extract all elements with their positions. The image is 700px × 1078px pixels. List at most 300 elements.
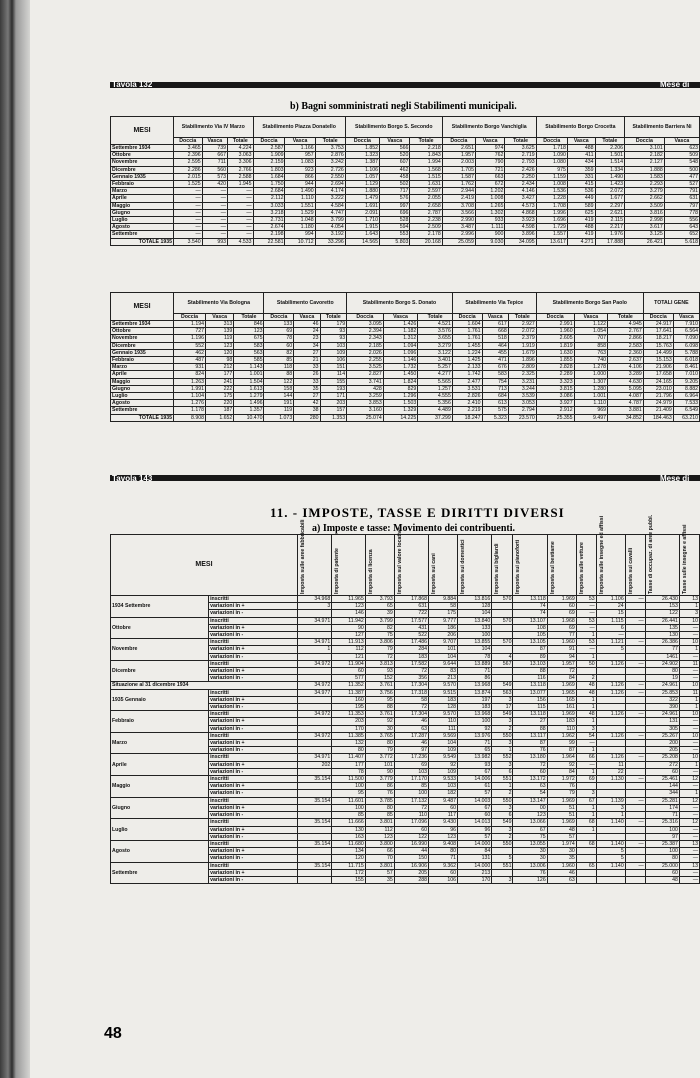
row-type: variazioni in +: [209, 646, 298, 653]
table-cell: 1.455: [452, 342, 482, 349]
table-cell: 63: [547, 876, 576, 883]
table-row: [111, 819, 700, 826]
table-cell: 50: [576, 660, 596, 667]
table-cell: 9.515: [429, 689, 458, 696]
table-cell: [576, 869, 596, 876]
table-cell: 13.105: [513, 639, 547, 646]
table-cell: 1.960: [547, 862, 576, 869]
table-cell: 1.302: [475, 209, 504, 216]
total-cell: 17.888: [595, 238, 624, 245]
table-cell: 117: [429, 812, 458, 819]
table-cell: 63: [394, 725, 428, 732]
total-cell: 33.296: [315, 238, 345, 245]
table-cell: 66: [365, 848, 394, 855]
sub-col-header: Totale: [234, 314, 264, 321]
row-month: Novembre: [111, 159, 174, 166]
table-cell: 1.945: [227, 181, 253, 188]
row-month: Marzo: [111, 364, 174, 371]
table-cell: 2.605: [536, 335, 574, 342]
table-cell: [596, 668, 625, 675]
table-cell: 131: [645, 718, 679, 725]
table-cell: 1.329: [383, 407, 418, 414]
table-cell: 2.990: [442, 217, 475, 224]
table-cell: 84: [547, 768, 576, 775]
table-cell: 109: [429, 768, 458, 775]
table-cell: 17.287: [394, 732, 428, 739]
table-cell: 112: [365, 826, 394, 833]
total-cell: 1.073: [264, 414, 294, 421]
table-cell: 152: [365, 675, 394, 682]
table-cell: 80: [429, 848, 458, 855]
table-cell: [625, 761, 645, 768]
table-cell: 13.874: [458, 689, 492, 696]
table-cell: 80: [365, 804, 394, 811]
table-cell: 1.426: [383, 321, 418, 328]
table-cell: [297, 869, 331, 876]
table-cell: 1.307: [574, 378, 607, 385]
table-cell: —: [227, 224, 253, 231]
table-cell: 1.180: [285, 224, 315, 231]
table-cell: 2.206: [595, 145, 624, 152]
table-cell: —: [227, 217, 253, 224]
table-cell: 97: [394, 747, 428, 754]
table-cell: 60: [332, 668, 366, 675]
table-cell: 11.942: [332, 617, 366, 624]
sub-col-header: Doccia: [174, 314, 206, 321]
table-cell: 170: [458, 876, 492, 883]
table-cell: 21.796: [643, 393, 673, 400]
table-cell: 3.566: [442, 209, 475, 216]
table-cell: 4.174: [315, 188, 345, 195]
table-cell: 2.185: [347, 342, 384, 349]
table-cell: [596, 675, 625, 682]
table-cell: 585: [234, 357, 264, 364]
table-cell: 69: [576, 776, 596, 783]
table-cell: 170: [332, 725, 366, 732]
table-cell: 104: [458, 610, 492, 617]
total-row: [111, 414, 700, 421]
row-month: Agosto: [111, 400, 174, 407]
table-cell: 2.360: [608, 349, 644, 356]
table-cell: 16.906: [394, 862, 428, 869]
table-cell: 623: [664, 145, 699, 152]
table-cell: 34.968: [297, 596, 331, 603]
table-cell: 1.196: [174, 335, 206, 342]
table-cell: 2.133: [452, 364, 482, 371]
total-cell: 184.463: [643, 414, 673, 421]
table-cell: 1.130: [596, 776, 625, 783]
table-cell: 65: [576, 862, 596, 869]
table-cell: 305: [645, 725, 679, 732]
table-cell: 80: [332, 747, 366, 754]
sub-col-header: Vasca: [202, 138, 227, 145]
table-cell: 471: [482, 357, 508, 364]
table-cell: 2.178: [410, 231, 442, 238]
table-cell: 72: [394, 804, 428, 811]
table-row: [111, 797, 700, 804]
table-cell: 89: [513, 653, 547, 660]
table-cell: 25.461: [645, 776, 679, 783]
table-cell: 13: [679, 862, 699, 869]
table-cell: 1.976: [595, 231, 624, 238]
table-row: [111, 371, 700, 378]
table-cell: 1.083: [285, 159, 315, 166]
table-cell: 30: [365, 725, 394, 732]
table-cell: [492, 869, 513, 876]
sub-col-header: Vasca: [380, 138, 410, 145]
table-cell: 13.180: [513, 754, 547, 761]
table-cell: 3: [596, 804, 625, 811]
table-cell: 5.095: [608, 385, 644, 392]
table-cell: 434: [567, 159, 595, 166]
table-cell: 24.961: [645, 682, 679, 689]
table-cell: 24.979: [643, 400, 673, 407]
table-cell: —: [625, 617, 645, 624]
sub-col-header: Vasca: [664, 138, 699, 145]
table-cell: 1.968: [547, 617, 576, 624]
table-cell: 331: [567, 173, 595, 180]
table-cell: 3.259: [347, 393, 384, 400]
row-type: inscritti: [209, 711, 298, 718]
table-cell: 2.379: [508, 335, 536, 342]
section-11-subtitle: a) Imposte e tasse: Movimento dei contribuenti.: [312, 523, 516, 534]
table-cell: 11.352: [332, 682, 366, 689]
table-cell: 6: [492, 812, 513, 819]
row-type: variazioni in -: [209, 747, 298, 754]
col-header: [576, 535, 596, 596]
table-cell: 570: [492, 617, 513, 624]
table-cell: 85: [332, 812, 366, 819]
table-cell: 17.641: [643, 328, 673, 335]
table-cell: 6.964: [673, 393, 699, 400]
table-cell: 119: [264, 407, 294, 414]
table-cell: 12: [679, 776, 699, 783]
table-cell: 488: [567, 145, 595, 152]
table-cell: 24.961: [645, 711, 679, 718]
table-cell: 60: [645, 768, 679, 775]
sub-col-header: Totale: [227, 138, 253, 145]
table-cell: 518: [482, 335, 508, 342]
table-cell: 717: [380, 188, 410, 195]
total-cell: 25.074: [347, 414, 384, 421]
table-cell: 60: [547, 603, 576, 610]
table-cell: 17.582: [394, 660, 428, 667]
table-cell: 866: [285, 173, 315, 180]
table-cell: 3.427: [505, 195, 536, 202]
table-cell: 2.115: [595, 217, 624, 224]
table-cell: 83: [429, 668, 458, 675]
table-cell: 2.912: [536, 407, 574, 414]
table-cell: [625, 833, 645, 840]
total-cell: 26.421: [625, 238, 665, 245]
table-cell: 4.087: [608, 393, 644, 400]
table-cell: 34.972: [297, 660, 331, 667]
table-cell: 449: [567, 195, 595, 202]
table-cell: 1: [576, 704, 596, 711]
table-cell: 13.006: [513, 862, 547, 869]
col-header: [429, 535, 458, 596]
table-cell: 10: [679, 711, 699, 718]
table-cell: 3.708: [442, 202, 475, 209]
table-cell: [297, 826, 331, 833]
row-period: Aprile: [111, 754, 209, 776]
table-cell: 93: [320, 335, 347, 342]
table-cell: 11.965: [332, 596, 366, 603]
table-cell: 1: [679, 696, 699, 703]
table-cell: [492, 632, 513, 639]
col-header-text: Imposta sui pianoforti: [515, 539, 522, 594]
table-cell: 3: [492, 804, 513, 811]
table-cell: 172: [332, 869, 366, 876]
middle-rule: [110, 475, 700, 481]
table-cell: 1.762: [442, 181, 475, 188]
table-cell: 12: [679, 797, 699, 804]
total-cell: 5.618: [664, 238, 699, 245]
table-cell: 30: [513, 848, 547, 855]
table-cell: 110: [429, 718, 458, 725]
table-cell: 3.033: [253, 202, 285, 209]
table-cell: 536: [567, 188, 595, 195]
col-group-header: Stabilimento Barriera Ni: [625, 117, 700, 138]
table-cell: 1.182: [383, 328, 418, 335]
col-header: [596, 515, 625, 596]
table-cell: —: [174, 188, 203, 195]
table-cell: [297, 718, 331, 725]
table-cell: 1.279: [234, 393, 264, 400]
table-cell: 1.090: [536, 152, 567, 159]
table-cell: 431: [394, 624, 428, 631]
table-cell: 99: [547, 740, 576, 747]
table-cell: 13.107: [513, 617, 547, 624]
table-cell: 549: [492, 819, 513, 826]
table-cell: [596, 718, 625, 725]
table-row: [111, 754, 700, 761]
table-cell: 7.090: [673, 335, 699, 342]
table-cell: 77: [547, 632, 576, 639]
total-cell: 14.225: [383, 414, 418, 421]
table-cell: 778: [664, 209, 699, 216]
table-cell: 183: [547, 718, 576, 725]
table-cell: 17.304: [394, 682, 428, 689]
table-cell: 1.202: [475, 188, 504, 195]
table-cell: 2.944: [442, 188, 475, 195]
row-type: variazioni in +: [209, 804, 298, 811]
sub-col-header: Doccia: [264, 314, 294, 321]
row-type: inscritti: [209, 776, 298, 783]
table-cell: 1.587: [442, 173, 475, 180]
table-cell: 1: [679, 704, 699, 711]
table-cell: 3.465: [174, 145, 203, 152]
table-cell: 2.219: [452, 407, 482, 414]
table-cell: 13: [679, 840, 699, 847]
table-cell: 77: [645, 646, 679, 653]
table-cell: 11.500: [332, 776, 366, 783]
table-cell: 3.655: [418, 335, 453, 342]
table-cell: 104: [458, 646, 492, 653]
table-cell: 71: [458, 668, 492, 675]
sub-col-header: Vasca: [205, 314, 233, 321]
table-cell: 1: [576, 812, 596, 819]
table-cell: 625: [567, 209, 595, 216]
col-header-mesi: MESI: [111, 293, 174, 321]
table-cell: 98: [205, 357, 233, 364]
table-cell: 96: [429, 826, 458, 833]
table-cell: —: [576, 610, 596, 617]
table-cell: 15.763: [643, 342, 673, 349]
table-cell: 1.824: [383, 378, 418, 385]
table-cell: 9.408: [429, 840, 458, 847]
table-cell: 3.306: [227, 159, 253, 166]
table-cell: 3: [492, 718, 513, 725]
table-cell: 174: [645, 804, 679, 811]
row-month: Gennaio 1935: [111, 349, 174, 356]
table-cell: [625, 704, 645, 711]
table-cell: 155: [332, 876, 366, 883]
table-cell: [625, 790, 645, 797]
table-cell: 25.281: [645, 797, 679, 804]
table-cell: —: [679, 768, 699, 775]
table-cell: 60: [645, 869, 679, 876]
page-number: 48: [104, 1025, 122, 1042]
table-cell: —: [679, 624, 699, 631]
table-cell: 17.096: [394, 819, 428, 826]
table-cell: 60: [264, 342, 294, 349]
table-cell: 797: [664, 202, 699, 209]
baths-table-1: [110, 116, 700, 246]
table-cell: 2.927: [508, 321, 536, 328]
table-row: [111, 732, 700, 739]
table-row: [111, 159, 700, 166]
table-cell: 14.000: [458, 840, 492, 847]
table-cell: 133: [458, 624, 492, 631]
table-cell: [596, 653, 625, 660]
table-cell: 1.140: [596, 819, 625, 826]
table-cell: 1.178: [174, 407, 206, 414]
table-cell: 1.969: [547, 682, 576, 689]
table-cell: 575: [482, 407, 508, 414]
table-cell: 3.927: [536, 400, 574, 407]
table-row: [111, 378, 700, 385]
table-cell: 88: [365, 704, 394, 711]
table-cell: 7.533: [673, 400, 699, 407]
table-cell: 1.965: [547, 689, 576, 696]
table-cell: 1.969: [547, 797, 576, 804]
table-cell: 17.236: [394, 754, 428, 761]
table-row: [111, 385, 700, 392]
table-cell: 26: [294, 371, 320, 378]
table-row: [111, 711, 700, 718]
table-cell: 3.509: [625, 202, 665, 209]
table-row: [111, 689, 700, 696]
table-cell: 2.595: [174, 159, 203, 166]
table-cell: 570: [492, 596, 513, 603]
table-cell: 25.387: [645, 840, 679, 847]
table-cell: 344: [645, 790, 679, 797]
table-cell: —: [202, 231, 227, 238]
baths-table-2: [110, 292, 700, 422]
table-row: [111, 617, 700, 624]
table-cell: 95: [332, 790, 366, 797]
table-cell: 3.779: [365, 776, 394, 783]
col-header: [625, 535, 645, 596]
total-cell: 1.652: [205, 414, 233, 421]
col-group-header: Stabilimento Borgo S. Donato: [347, 293, 453, 314]
table-cell: —: [202, 188, 227, 195]
table-cell: 11.666: [332, 819, 366, 826]
table-cell: 70: [365, 855, 394, 862]
table-cell: 3.531: [452, 385, 482, 392]
table-cell: [297, 610, 331, 617]
mese-label-top: Mese di: [660, 80, 690, 89]
table-cell: 2.827: [347, 371, 384, 378]
table-cell: 2: [576, 675, 596, 682]
table-cell: 205: [645, 747, 679, 754]
table-cell: 17.486: [394, 639, 428, 646]
table-cell: 157: [320, 407, 347, 414]
col-header-text: Imposta sui cani: [431, 553, 438, 594]
table-cell: 109: [320, 349, 347, 356]
table-cell: —: [625, 660, 645, 667]
row-type: inscritti: [209, 732, 298, 739]
table-cell: 550: [492, 840, 513, 847]
table-cell: 2.325: [508, 371, 536, 378]
table-cell: 522: [394, 632, 428, 639]
table-row: [111, 393, 700, 400]
table-cell: 2.072: [595, 188, 624, 195]
table-cell: 202: [297, 761, 331, 768]
table-cell: [576, 855, 596, 862]
table-cell: 3.487: [442, 224, 475, 231]
table-cell: [596, 740, 625, 747]
row-period: Novembre: [111, 639, 209, 661]
table-cell: 4.054: [315, 224, 345, 231]
sub-col-header: Doccia: [347, 314, 384, 321]
table-cell: 109: [429, 747, 458, 754]
table-cell: 53: [576, 617, 596, 624]
table-cell: 135: [645, 624, 679, 631]
sub-col-header: Totale: [418, 314, 453, 321]
table-cell: 2.159: [253, 159, 285, 166]
table-cell: —: [576, 761, 596, 768]
table-cell: 15.153: [643, 357, 673, 364]
table-cell: 17.170: [394, 776, 428, 783]
table-cell: —: [202, 217, 227, 224]
table-cell: 23.010: [643, 385, 673, 392]
table-cell: —: [227, 195, 253, 202]
table-cell: 1.110: [285, 195, 315, 202]
table-row: [111, 224, 700, 231]
table-cell: 1.880: [345, 188, 379, 195]
table-cell: 3.896: [505, 231, 536, 238]
row-type: variazioni in -: [209, 790, 298, 797]
table-cell: 1.126: [596, 682, 625, 689]
table-cell: 1.501: [595, 152, 624, 159]
table-cell: 1.054: [574, 328, 607, 335]
total-cell: 5.803: [380, 238, 410, 245]
table-cell: 130: [332, 826, 366, 833]
total-cell: 8.908: [174, 414, 206, 421]
table-cell: 1.265: [475, 202, 504, 209]
table-cell: 165: [547, 696, 576, 703]
table-cell: 2.876: [315, 152, 345, 159]
table-cell: —: [227, 209, 253, 216]
table-cell: 1.583: [625, 173, 665, 180]
table-cell: 1.080: [536, 159, 567, 166]
table-cell: —: [679, 783, 699, 790]
table-cell: 4.521: [418, 321, 453, 328]
table-cell: 139: [205, 328, 233, 335]
table-cell: 3.053: [508, 400, 536, 407]
